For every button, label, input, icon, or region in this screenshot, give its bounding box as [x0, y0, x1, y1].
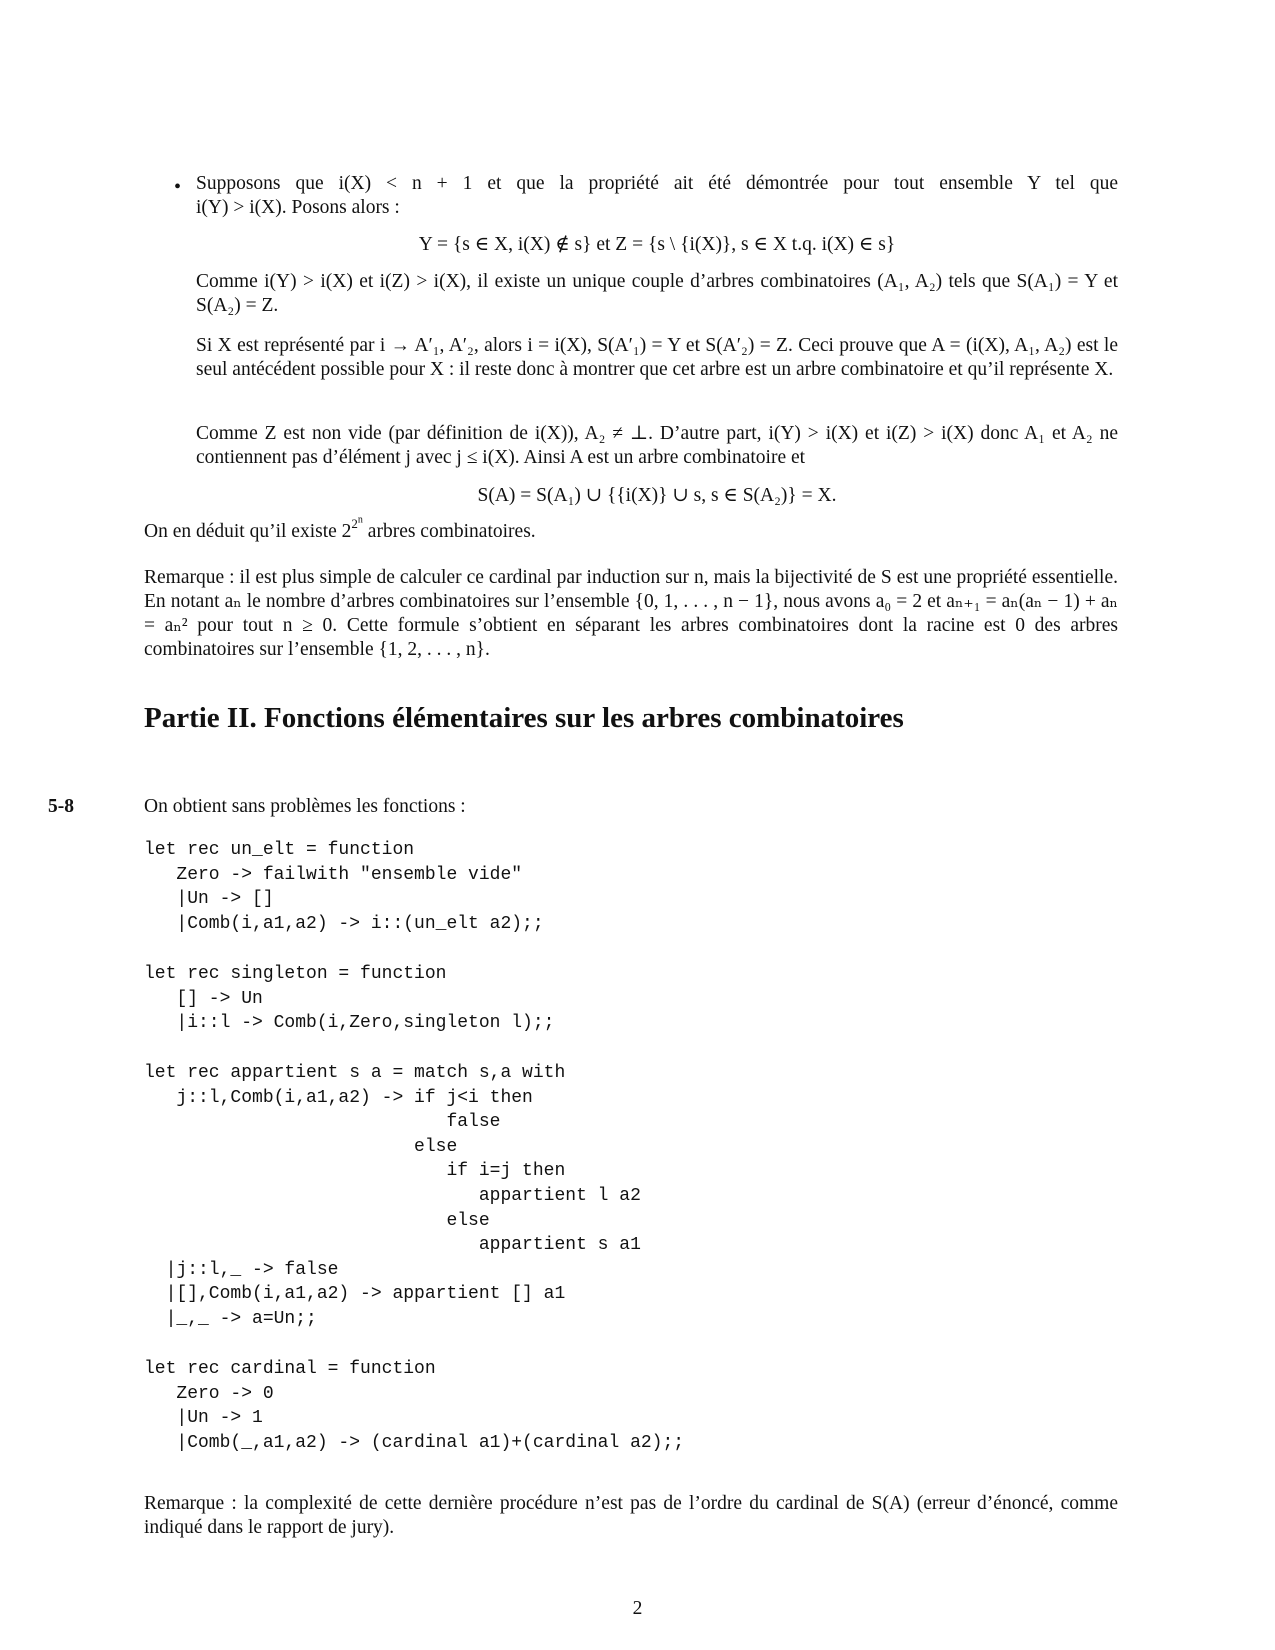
equation-y-z: Y = {s ∈ X, i(X) ∉ s} et Z = {s \ {i(X)}, s ∈ X t.q. i(X) ∈ s} — [418, 234, 896, 255]
exercise-number: 5-8 — [48, 796, 74, 817]
conclusion-exponent — [351, 516, 363, 531]
equation-s-a: S(A) = S(A₁) ∪ {{i(X)} ∪ s, s ∈ S(A₂)} = X. — [477, 485, 837, 506]
remarque-complexite: Remarque : la complexité de cette dernière procédure n’est pas de l’ordre du cardinal de S(A) (erreur d’énoncé, comme indiqué dans le rapport de jury). — [144, 1493, 1118, 1538]
induction-intro — [196, 172, 1118, 220]
remarque-cardinal: Remarque : il est plus simple de calculer ce cardinal par induction sur n, mais la bijectivité de S est une propriété essentielle. En notant aₙ le nombre d’arbres combinatoires sur l’ensemble {0, 1, . . . , n − 1}, nous avons a₀ = 2 et aₙ₊₁ = aₙ(aₙ − 1) + aₙ = aₙ² pour tout n ≥ 0. Cette formule s’obtient en séparant les arbres combinatoires dont la racine est 0 des arbres combinatoires sur l’ensemble {1, 2, . . . , n}. — [144, 567, 1118, 660]
conclusion-line — [144, 514, 1118, 544]
page-number: 2 — [632, 1598, 643, 1619]
section-title: Partie II. Fonctions élémentaires sur les arbres combinatoires — [144, 702, 904, 734]
paragraph-non-vide: Comme Z est non vide (par définition de i(X)), A₂ ≠ ⊥. D’autre part, i(Y) > i(X) et i(Z) > i(X) donc A₁ et A₂ ne contiennent pas d’élément j avec j ≤ i(X). Ainsi A est un arbre combinatoire et — [196, 423, 1118, 468]
exercise-intro: On obtient sans problèmes les fonctions : — [144, 796, 466, 817]
code-cardinal: let rec cardinal = function Zero -> 0 |Un -> 1 |Comb(_,a1,a2) -> (cardinal a1)+(cardinal a2);; — [144, 1359, 685, 1453]
conclusion-text-before: On en déduit qu’il existe 2 — [144, 521, 352, 542]
induction-intro-line2: i(Y) > i(X). Posons alors : — [196, 197, 400, 218]
conclusion-exponent-base: 2 — [351, 515, 358, 531]
code-un-elt: let rec un_elt = function Zero -> failwith "ensemble vide" |Un -> [] |Comb(i,a1,a2) -> i::(un_elt a2);; — [144, 840, 544, 934]
paragraph-couple: Comme i(Y) > i(X) et i(Z) > i(X), il existe un unique couple d’arbres combinatoires (A₁, A₂) tels que S(A₁) = Y et S(A₂) = Z. — [196, 271, 1118, 316]
induction-intro-line1: Supposons que i(X) < n + 1 et que la propriété ait été démontrée pour tout ensemble Y tel que — [196, 173, 1118, 194]
code-singleton: let rec singleton = function [] -> Un |i::l -> Comb(i,Zero,singleton l);; — [144, 964, 555, 1034]
conclusion-exponent-n: n — [357, 514, 363, 526]
conclusion-text-after: arbres combinatoires. — [362, 521, 536, 542]
paragraph-represente: Si X est représenté par i → A′₁, A′₂, alors i = i(X), S(A′₁) = Y et S(A′₂) = Z. Ceci prouve que A = (i(X), A₁, A₂) est le seul antécédent possible pour X : il reste donc à montrer que cet arbre est un arbre combinatoire et qu’il représente X. — [196, 335, 1118, 380]
bullet-marker: • — [174, 176, 182, 198]
code-appartient: let rec appartient s a = match s,a with j::l,Comb(i,a1,a2) -> if j<i then false else if i=j then appartient l a2 else appartient s a1 |j::l,_ -> false |[],Comb(i,a1,a2) -> appartient [] a1 |_,_ -> a=Un;; — [144, 1063, 641, 1329]
